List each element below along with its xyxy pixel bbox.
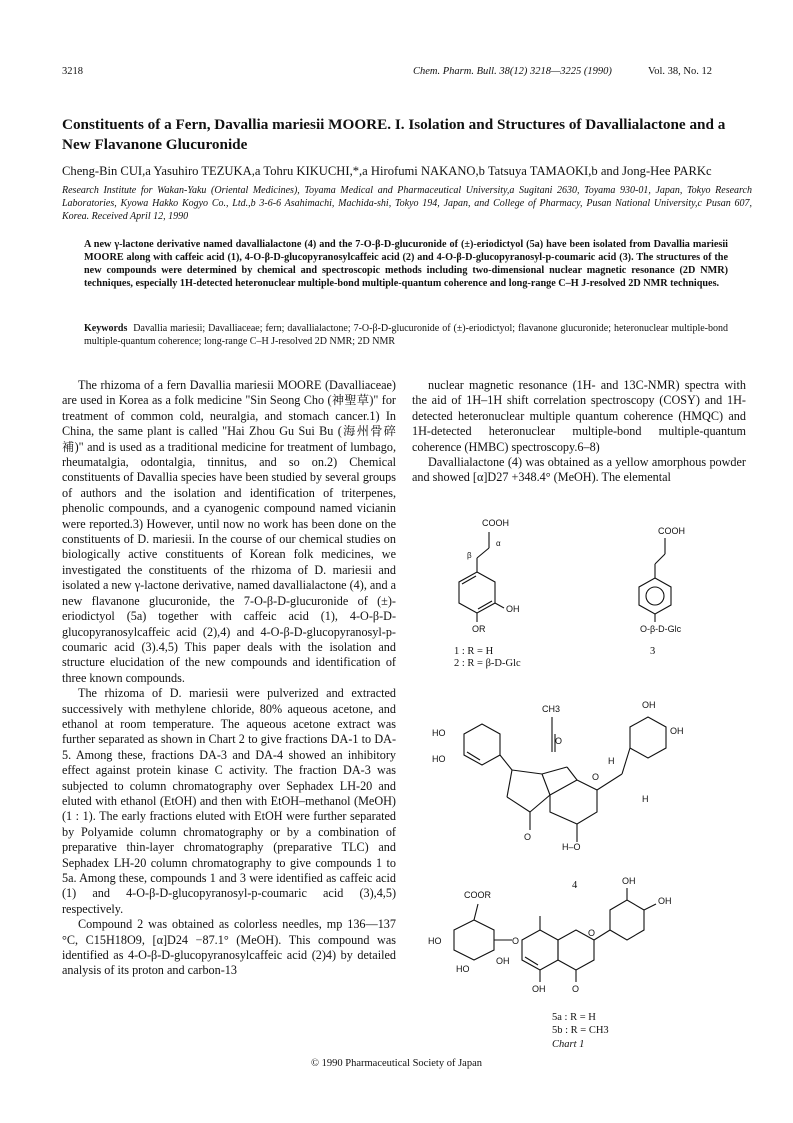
page-number: 3218 — [62, 66, 83, 77]
left-column — [62, 378, 396, 979]
svg-text:O-β-D-Glc: O-β-D-Glc — [640, 624, 682, 634]
paragraph: Davallialactone (4) was obtained as a yellow amorphous powder and showed [α]D27 +348.4° (MeOH). The elemental — [412, 455, 746, 485]
svg-text:α: α — [496, 539, 501, 548]
svg-text:O: O — [512, 936, 520, 946]
svg-text:H: H — [608, 756, 615, 766]
svg-text:OR: OR — [472, 624, 486, 634]
svg-text:OH: OH — [532, 984, 546, 994]
paragraph: Compound 2 was obtained as colorless needles, mp 136—137 °C, C15H18O9, [α]D24 −87.1° (MeOH). This compound was identified as 4-O-β-D-glucopyranosylcaffeic acid (2)4) by detailed analysis of its proton and carbon-13 — [62, 917, 396, 978]
journal-citation: Chem. Pharm. Bull. 38(12) 3218—3225 (1990) — [413, 66, 612, 77]
svg-text:HO: HO — [456, 964, 470, 974]
keywords-text: Davallia mariesii; Davalliaceae; fern; davallialactone; 7-O-β-D-glucuronide of (±)-eriodictyol; flavanone glucuronide; heteronuclear multiple-bond multiple-quantum coherence; long-range C–H J-resolved 2D NMR; 2D NMR — [84, 323, 728, 347]
affiliations — [62, 184, 752, 223]
svg-text:HO: HO — [432, 728, 446, 738]
svg-text:OH: OH — [642, 700, 656, 710]
svg-text:OH: OH — [506, 604, 520, 614]
svg-text:H–O: H–O — [562, 842, 581, 852]
paragraph: The rhizoma of a fern Davallia mariesii MOORE (Davalliaceae) are used in Korea as a folk medicine "Sin Seong Cho (神聖草)" for treatment of common cold, neuralgia, and stomach cancer.1) In China, the same plant is called "Hai Zhou Gu Sui Bu (海州骨碎補)" and is used as a traditional medicine for treatment of lumbago, rheumatalgia, odontalgia, tinnitus, and so on.2) Chemical constituents of Davallia species have been studied by several groups of authors and the isolation and identification of triterpenes, phenolic compounds, and a cyanogenic compound named vicianin were reported.3) However, until now no work has been done on the constituents of D. mariesii. In the course of our chemical studies on biologically active constituents of Korean folk medicines, we investigated the constituents of the rhizoma of D. mariesii and isolated a new γ-lactone derivative, named davallialactone (4), and a new flavanone glucuronide, the 7-O-β-D-glucuronide of (±)-eriodictyol (5a) together with caffeic acid (1), 4-O-β-D-glucopyranosylcaffeic acid (2),4) and 4-O-β-D-glucopyranosyl-p-coumaric acid (3).4,5) This paper deals with the isolation and structure elucidation of the new compounds and identification of three known compounds. — [62, 378, 396, 685]
svg-text:OH: OH — [658, 896, 672, 906]
svg-text:O: O — [555, 736, 563, 746]
keywords-block — [84, 322, 728, 348]
svg-text:COOR: COOR — [464, 890, 491, 900]
svg-text:HO: HO — [428, 936, 442, 946]
compound-5b-label: 5b : R = CH3 — [552, 1025, 609, 1036]
author-list: Cheng-Bin CUI,a Yasuhiro TEZUKA,a Tohru KIKUCHI,*,a Hirofumi NAKANO,b Tatsuya TAMAOKI,b and Jong-Hee PARKc — [62, 164, 712, 178]
svg-text:HO: HO — [432, 754, 446, 764]
compound-4-label: 4 — [572, 880, 578, 891]
structure-compound-3 — [639, 526, 685, 634]
chart-caption: Chart 1 — [552, 1039, 585, 1050]
svg-text:COOH: COOH — [482, 518, 509, 528]
svg-text:β: β — [467, 551, 472, 560]
svg-text:OH: OH — [670, 726, 684, 736]
structure-compound-1-2 — [459, 518, 520, 634]
chemical-structures-chart — [412, 512, 752, 1052]
svg-text:OH: OH — [496, 956, 510, 966]
svg-text:H: H — [642, 794, 649, 804]
abstract: A new γ-lactone derivative named davallialactone (4) and the 7-O-β-D-glucuronide of (±)-eriodictyol (5a) have been isolated from Davallia mariesii MOORE along with caffeic acid (1), 4-O-β-D-glucopyranosylcaffeic acid (2) and 4-O-β-D-glucopyranosyl-p-coumaric acid (3). The structures of the new compounds were determined by chemical and spectroscopic methods including two-dimensional nuclear magnetic resonance (2D NMR) techniques, especially 1H-detected heteronuclear multiple-bond multiple-quantum coherence and long-range C–H J-resolved 2D NMR techniques. — [84, 239, 728, 289]
svg-text:CH3: CH3 — [542, 704, 561, 714]
volume-issue: Vol. 38, No. 12 — [648, 66, 712, 77]
compound-1-label: 1 : R = H — [454, 646, 494, 657]
structure-compound-4 — [432, 700, 684, 852]
compound-2-label: 2 : R = β-D-Glc — [454, 658, 521, 669]
compound-3-label: 3 — [650, 646, 656, 657]
paper-title: Constituents of a Fern, Davallia mariesii MOORE. I. Isolation and Structures of Davallialactone and a New Flavanone Glucuronide — [62, 116, 726, 153]
svg-text:O: O — [592, 772, 600, 782]
paragraph: nuclear magnetic resonance (1H- and 13C-NMR) spectra with the aid of 1H–1H shift correlation spectroscopy (COSY) and 1H-detected heteronuclear multiple quantum coherence (HMQC) and 1H-detected heteronuclear multiple-bond multiple-quantum coherence (HMBC) spectroscopy.6–8) — [412, 378, 746, 454]
svg-text:O: O — [572, 984, 580, 994]
received-date: Received April 12, 1990 — [91, 211, 189, 222]
svg-text:O: O — [524, 832, 532, 842]
svg-text:OH: OH — [622, 876, 636, 886]
affiliation-text: Research Institute for Wakan-Yaku (Oriental Medicines), Toyama Medical and Pharmaceutical University,a Sugitani 2630, Toyama 930-01, Japan, Tokyo Research Laboratories, Kyowa Hakko Kogyo Co., Ltd.,b 3-6-6 Asahimachi, Machida-shi, Tokyo 194, Japan, and College of Pharmacy, Pusan National University,c Pusan 607, Korea. — [62, 185, 752, 222]
svg-text:COOH: COOH — [658, 526, 685, 536]
paragraph: The rhizoma of D. mariesii were pulverized and extracted successively with methylene chloride, 80% aqueous acetone, and ethanol at room temperature. The aqueous acetone extract was further separated as shown in Chart 2 to give fractions DA-1 to DA-5. Among these, fractions DA-3 and DA-4 showed an inhibitory effect against protein kinase C activity. The fraction DA-3 was subjected to column chromatography over Sephadex LH-20 and eluted with ethanol (EtOH) and then with EtOH–methanol (MeOH) (1 : 1). The early fractions eluted with EtOH were further separated by Polyamide column chromatography or by a combination of preparative thin-layer chromatography (preparative TLC) and Sephadex LH-20 column chromatography to give compounds 1 to 5a. Among these, compounds 1 and 3 were identified as caffeic acid (1) and 4-O-β-D-glucopyranosyl-p-coumaric acid (3),4,5) respectively. — [62, 686, 396, 916]
keywords-label: Keywords — [84, 323, 128, 334]
right-column — [412, 378, 746, 486]
structure-compound-5 — [428, 876, 672, 994]
svg-text:O: O — [588, 928, 596, 938]
compound-5a-label: 5a : R = H — [552, 1012, 596, 1023]
copyright-footer: © 1990 Pharmaceutical Society of Japan — [311, 1058, 482, 1069]
